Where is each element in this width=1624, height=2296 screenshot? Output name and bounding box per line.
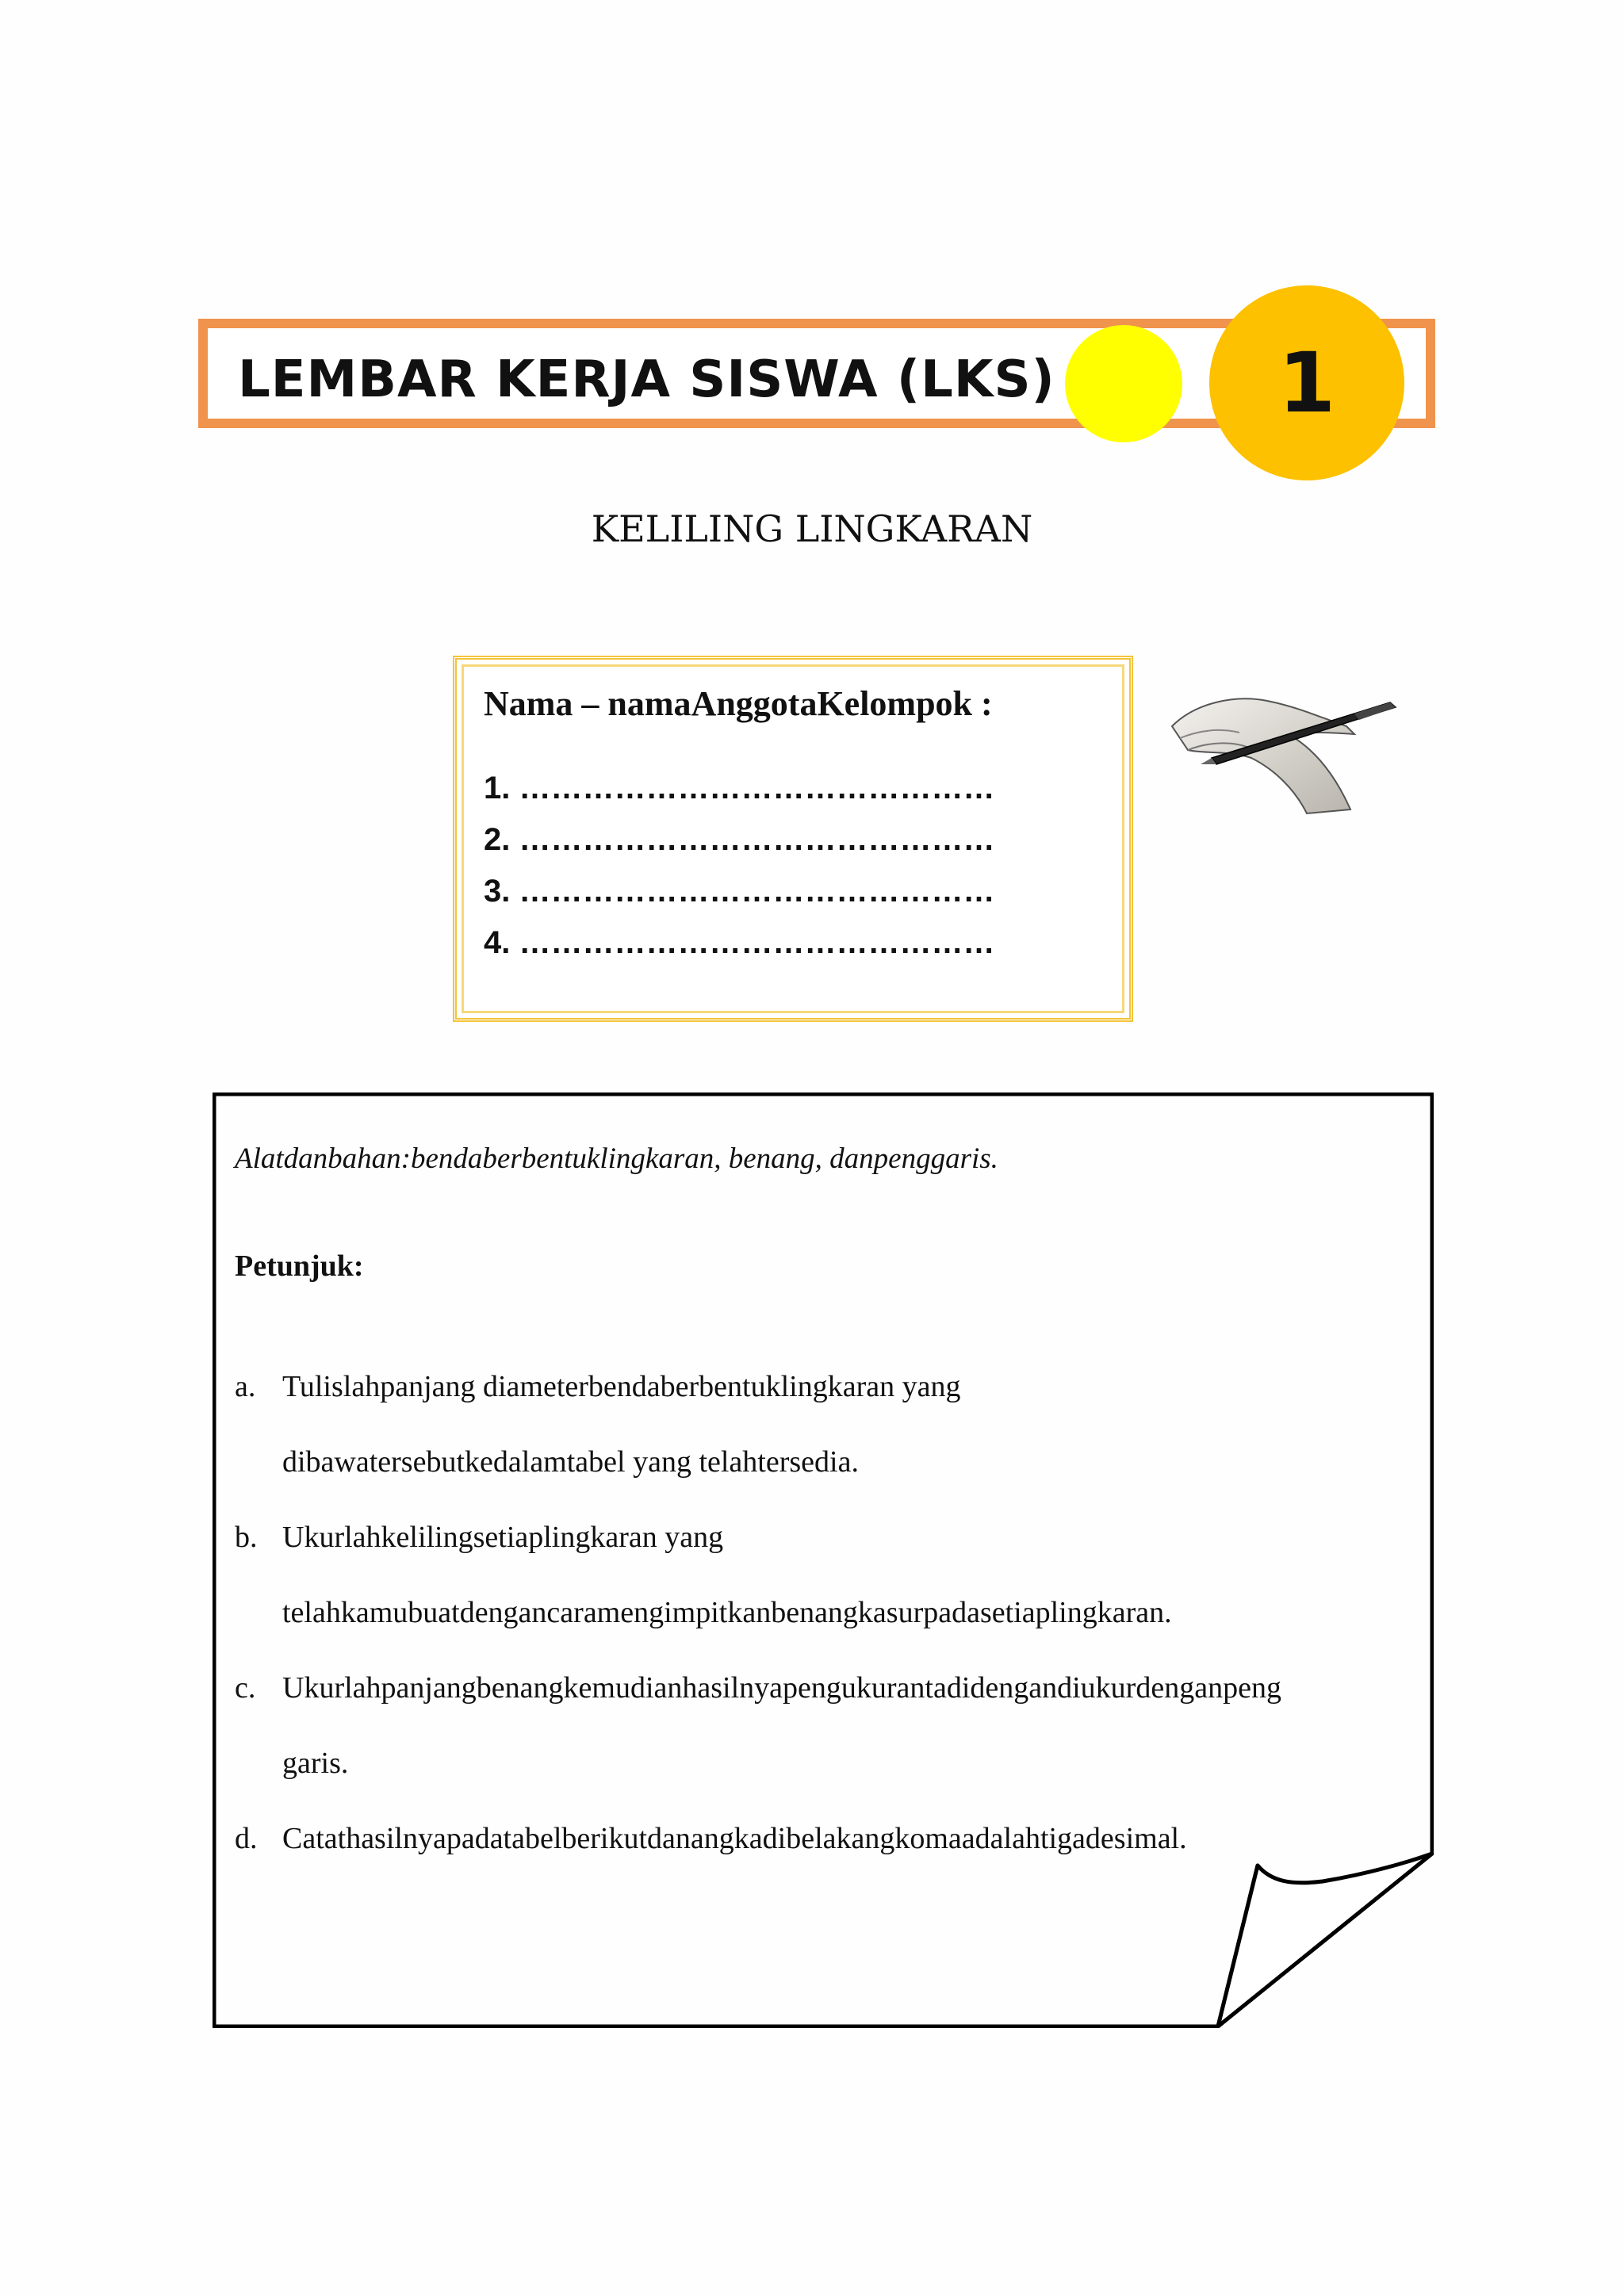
- step-letter: a.: [235, 1370, 256, 1403]
- instruction-step: [235, 1801, 1400, 1877]
- member-row[interactable]: 3. ………………………………………: [484, 874, 995, 909]
- worksheet-title: LEMBAR KERJA SISWA (LKS): [238, 350, 1055, 409]
- member-row[interactable]: 2. ………………………………………: [484, 822, 995, 857]
- step-line: telahkamubuatdengancaramengimpitkanbenangkasurpadasetiaplingkaran.: [282, 1596, 1172, 1629]
- instructions-heading: Petunjuk:: [235, 1249, 364, 1283]
- step-line: Tulislahpanjang diameterbendaberbentuklingkaran yang: [282, 1370, 961, 1403]
- step-line: Ukurlahpanjangbenangkemudianhasilnyapengukurantadidengandiukurdenganpeng: [282, 1671, 1281, 1705]
- worksheet-number-badge: 1: [1209, 285, 1404, 480]
- materials-line: Alatdanbahan:bendaberbentuklingkaran, benang, danpenggaris.: [235, 1142, 998, 1175]
- group-members-list: [484, 763, 994, 969]
- instruction-step: [235, 1349, 1400, 1500]
- step-line: Ukurlahkelilingsetiaplingkaran yang: [282, 1521, 724, 1554]
- step-line: dibawatersebutkedalamtabel yang telahtersedia.: [282, 1445, 859, 1479]
- instruction-step: [235, 1500, 1400, 1651]
- step-letter: c.: [235, 1671, 256, 1705]
- topic-subtitle: KELILING LINGKARAN: [591, 507, 1033, 550]
- step-letter: d.: [235, 1822, 258, 1855]
- group-members-title: Nama – namaAnggotaKelompok :: [484, 684, 993, 723]
- instruction-step: [235, 1651, 1400, 1801]
- decorative-circle: [1065, 325, 1182, 442]
- group-members-box: [453, 656, 1133, 1022]
- member-row[interactable]: 4. ………………………………………: [484, 925, 995, 960]
- hand-writing-icon: [1164, 679, 1402, 821]
- step-line: garis.: [282, 1747, 349, 1780]
- step-letter: b.: [235, 1521, 258, 1554]
- member-row[interactable]: 1. ………………………………………: [484, 771, 995, 806]
- instruction-steps: [235, 1349, 1400, 1877]
- step-line: Catathasilnyapadatabelberikutdanangkadibelakangkomaadalahtigadesimal.: [282, 1822, 1187, 1855]
